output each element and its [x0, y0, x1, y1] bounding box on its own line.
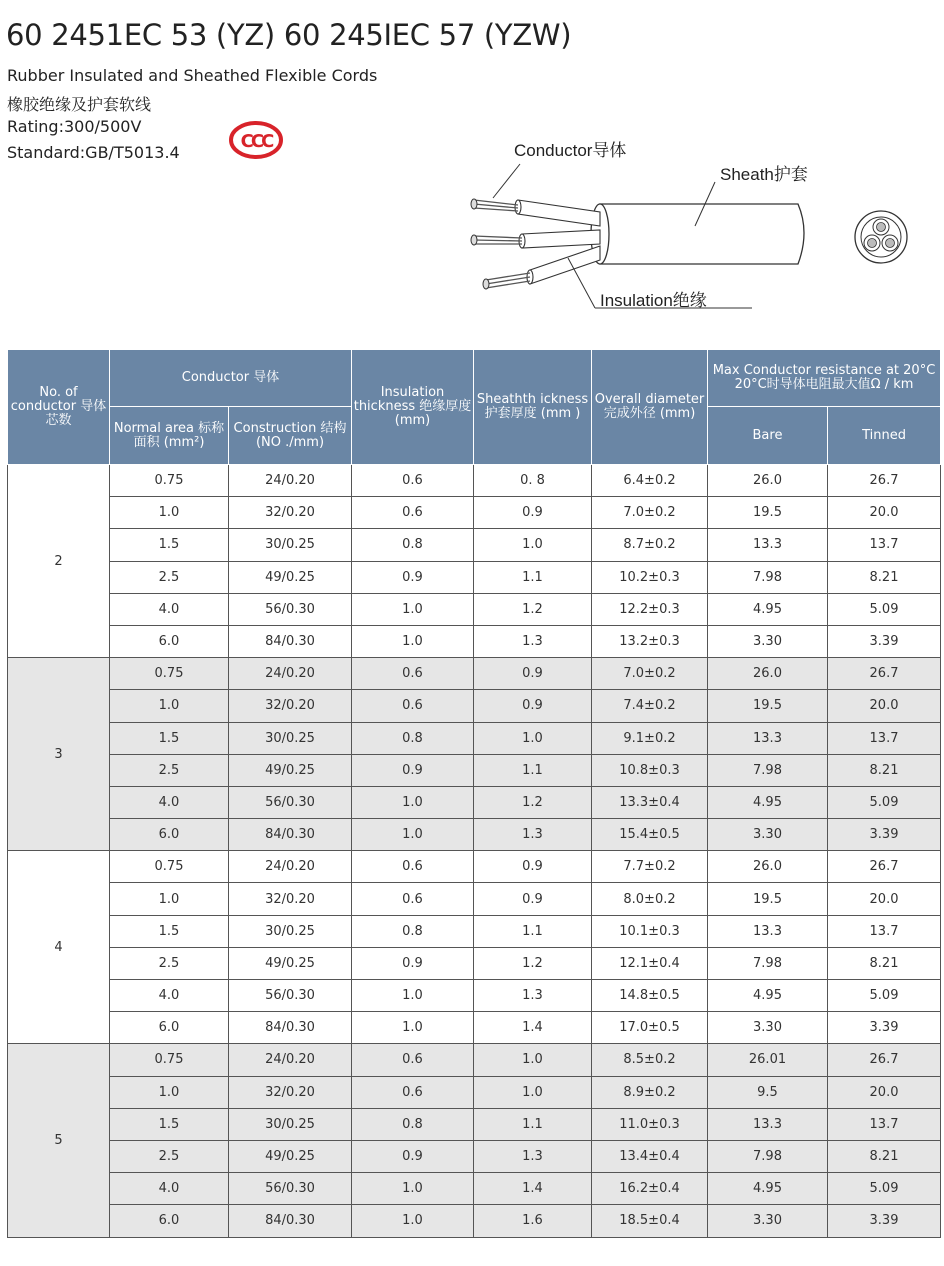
table-cell: 84/0.30	[229, 1012, 352, 1044]
table-cell: 3.39	[828, 625, 941, 657]
table-cell: 6.0	[110, 1012, 229, 1044]
table-cell: 84/0.30	[229, 1205, 352, 1237]
table-cell: 24/0.20	[229, 465, 352, 497]
table-cell: 0.6	[352, 497, 474, 529]
table-cell: 4.0	[110, 1173, 229, 1205]
table-cell: 7.98	[708, 754, 828, 786]
table-cell: 4.95	[708, 786, 828, 818]
header-construction: Construction 结构 (NO ./mm)	[229, 407, 352, 465]
table-row	[8, 1044, 941, 1076]
table-cell: 0.8	[352, 529, 474, 561]
table-row	[8, 819, 941, 851]
table-cell: 13.3	[708, 722, 828, 754]
table-cell: 19.5	[708, 497, 828, 529]
table-row	[8, 947, 941, 979]
table-cell: 1.0	[352, 786, 474, 818]
table-cell: 1.0	[352, 593, 474, 625]
table-row	[8, 1173, 941, 1205]
table-cell: 8.7±0.2	[592, 529, 708, 561]
table-cell: 26.0	[708, 465, 828, 497]
table-header	[8, 350, 941, 465]
table-row	[8, 754, 941, 786]
table-cell: 0.9	[352, 1140, 474, 1172]
table-cell: 1.2	[474, 947, 592, 979]
table-cell: 0.75	[110, 1044, 229, 1076]
table-row	[8, 722, 941, 754]
table-row	[8, 497, 941, 529]
table-cell: 1.4	[474, 1012, 592, 1044]
table-cell: 1.2	[474, 786, 592, 818]
table-cell: 13.2±0.3	[592, 625, 708, 657]
table-cell: 1.5	[110, 722, 229, 754]
table-cell: 8.0±0.2	[592, 883, 708, 915]
table-cell: 1.0	[110, 883, 229, 915]
table-cell: 1.0	[352, 625, 474, 657]
table-group-4-core	[8, 851, 941, 1044]
table-cell: 1.3	[474, 819, 592, 851]
table-cell: 26.7	[828, 1044, 941, 1076]
table-cell: 13.3	[708, 529, 828, 561]
table-cell: 2.5	[110, 947, 229, 979]
table-cell: 5.09	[828, 1173, 941, 1205]
header-max-resistance: Max Conductor resistance at 20°C 20°C时导体电阻最大值Ω / km	[708, 350, 941, 407]
table-cell: 6.0	[110, 1205, 229, 1237]
table-cell: 2.5	[110, 561, 229, 593]
table-cell: 1.0	[352, 980, 474, 1012]
table-cell: 20.0	[828, 690, 941, 722]
table-cell: 1.3	[474, 625, 592, 657]
table-cell: 10.8±0.3	[592, 754, 708, 786]
table-cell: 1.4	[474, 1173, 592, 1205]
table-cell: 0.75	[110, 658, 229, 690]
page-title: 60 2451EC 53 (YZ) 60 245IEC 57 (YZW)	[6, 18, 572, 52]
table-cell: 24/0.20	[229, 658, 352, 690]
table-cell: 1.0	[352, 1012, 474, 1044]
table-cell: 0.8	[352, 915, 474, 947]
table-cell: 13.3	[708, 915, 828, 947]
table-cell: 4.95	[708, 980, 828, 1012]
table-row	[8, 1076, 941, 1108]
table-cell: 1.1	[474, 1108, 592, 1140]
table-row	[8, 529, 941, 561]
table-cell: 6.0	[110, 819, 229, 851]
table-cell: 32/0.20	[229, 690, 352, 722]
table-cell: 8.21	[828, 561, 941, 593]
table-cell: 49/0.25	[229, 1140, 352, 1172]
table-cell: 1.5	[110, 1108, 229, 1140]
table-cell: 26.0	[708, 658, 828, 690]
table-cell: 4.0	[110, 593, 229, 625]
table-cell: 20.0	[828, 1076, 941, 1108]
table-cell: 6.4±0.2	[592, 465, 708, 497]
conductor-count-cell: 5	[8, 1044, 110, 1237]
table-cell: 0.6	[352, 851, 474, 883]
table-cell: 3.39	[828, 1012, 941, 1044]
table-cell: 7.98	[708, 1140, 828, 1172]
table-cell: 4.0	[110, 980, 229, 1012]
header-insulation-thickness: Insulation thickness 绝缘厚度 (mm)	[352, 350, 474, 465]
ccc-logo-text: CCC	[240, 131, 272, 152]
table-cell: 4.0	[110, 786, 229, 818]
table-cell: 1.5	[110, 915, 229, 947]
table-cell: 3.39	[828, 1205, 941, 1237]
header-bare: Bare	[708, 407, 828, 465]
table-row	[8, 1108, 941, 1140]
table-cell: 30/0.25	[229, 529, 352, 561]
table-cell: 8.5±0.2	[592, 1044, 708, 1076]
table-cell: 1.0	[352, 1205, 474, 1237]
table-cell: 12.1±0.4	[592, 947, 708, 979]
table-row	[8, 465, 941, 497]
table-row	[8, 1012, 941, 1044]
table-cell: 11.0±0.3	[592, 1108, 708, 1140]
table-cell: 5.09	[828, 980, 941, 1012]
table-cell: 0.6	[352, 465, 474, 497]
table-cell: 30/0.25	[229, 915, 352, 947]
table-cell: 26.01	[708, 1044, 828, 1076]
table-cell: 3.30	[708, 819, 828, 851]
table-cell: 6.0	[110, 625, 229, 657]
table-cell: 3.30	[708, 625, 828, 657]
table-cell: 2.5	[110, 1140, 229, 1172]
table-cell: 1.0	[474, 529, 592, 561]
conductor-label: Conductor导体	[514, 141, 627, 160]
table-cell: 10.1±0.3	[592, 915, 708, 947]
table-cell: 56/0.30	[229, 593, 352, 625]
table-cell: 13.7	[828, 722, 941, 754]
table-cell: 0.6	[352, 1044, 474, 1076]
table-cell: 0.75	[110, 465, 229, 497]
table-cell: 13.3±0.4	[592, 786, 708, 818]
table-cell: 32/0.20	[229, 1076, 352, 1108]
insulation-label: Insulation绝缘	[600, 291, 707, 310]
header-no-of-conductor: No. of conductor 导体芯数	[8, 350, 110, 465]
table-cell: 3.30	[708, 1205, 828, 1237]
table-cell: 1.2	[474, 593, 592, 625]
table-cell: 16.2±0.4	[592, 1173, 708, 1205]
table-cell: 19.5	[708, 690, 828, 722]
table-cell: 8.21	[828, 947, 941, 979]
table-cell: 26.0	[708, 851, 828, 883]
table-cell: 0.9	[474, 658, 592, 690]
table-cell: 0.6	[352, 690, 474, 722]
table-cell: 1.0	[474, 1076, 592, 1108]
table-group-5-core	[8, 1044, 941, 1237]
table-cell: 49/0.25	[229, 561, 352, 593]
table-cell: 1.5	[110, 529, 229, 561]
table-cell: 0.9	[474, 883, 592, 915]
table-cell: 1.3	[474, 980, 592, 1012]
table-row	[8, 625, 941, 657]
table-cell: 24/0.20	[229, 851, 352, 883]
table-cell: 7.0±0.2	[592, 658, 708, 690]
table-group-2-core	[8, 465, 941, 658]
standard-text: Standard:GB/T5013.4	[7, 143, 180, 162]
header-normal-area: Normal area 标称面积 (mm²)	[110, 407, 229, 465]
subtitle-cn: 橡胶绝缘及护套软线	[7, 95, 152, 114]
table-cell: 30/0.25	[229, 722, 352, 754]
table-row	[8, 851, 941, 883]
table-cell: 0.9	[352, 561, 474, 593]
table-cell: 18.5±0.4	[592, 1205, 708, 1237]
table-cell: 56/0.30	[229, 1173, 352, 1205]
table-cell: 0.6	[352, 1076, 474, 1108]
table-group-3-core	[8, 658, 941, 851]
table-cell: 26.7	[828, 851, 941, 883]
table-cell: 84/0.30	[229, 625, 352, 657]
table-cell: 17.0±0.5	[592, 1012, 708, 1044]
table-cell: 19.5	[708, 883, 828, 915]
table-cell: 5.09	[828, 593, 941, 625]
table-cell: 10.2±0.3	[592, 561, 708, 593]
table-row	[8, 786, 941, 818]
table-cell: 1.1	[474, 915, 592, 947]
conductor-count-cell: 3	[8, 658, 110, 851]
conductor-count-cell: 4	[8, 851, 110, 1044]
ccc-certification-logo	[228, 120, 284, 160]
table-cell: 7.98	[708, 561, 828, 593]
header-tinned: Tinned	[828, 407, 941, 465]
table-cell: 7.0±0.2	[592, 497, 708, 529]
header-overall-diameter: Overall diameter 完成外径 (mm)	[592, 350, 708, 465]
specification-table	[7, 349, 941, 1238]
table-cell: 20.0	[828, 883, 941, 915]
table-cell: 8.21	[828, 1140, 941, 1172]
header-sheath-thickness: Sheathth ickness 护套厚度 (mm )	[474, 350, 592, 465]
table-cell: 0.8	[352, 722, 474, 754]
table-row	[8, 658, 941, 690]
table-cell: 5.09	[828, 786, 941, 818]
table-cell: 1.6	[474, 1205, 592, 1237]
table-cell: 15.4±0.5	[592, 819, 708, 851]
table-cell: 1.0	[352, 1173, 474, 1205]
conductor-count-cell: 2	[8, 465, 110, 658]
table-row	[8, 561, 941, 593]
subtitle-en: Rubber Insulated and Sheathed Flexible Cords	[7, 66, 378, 85]
table-row	[8, 980, 941, 1012]
table-cell: 0.9	[352, 947, 474, 979]
table-cell: 13.7	[828, 529, 941, 561]
table-cell: 0.9	[474, 497, 592, 529]
table-cell: 26.7	[828, 658, 941, 690]
table-cell: 13.4±0.4	[592, 1140, 708, 1172]
table-cell: 0.9	[352, 754, 474, 786]
table-cell: 56/0.30	[229, 786, 352, 818]
table-cell: 0.6	[352, 658, 474, 690]
table-row	[8, 593, 941, 625]
table-row	[8, 1140, 941, 1172]
table-cell: 30/0.25	[229, 1108, 352, 1140]
table-row	[8, 690, 941, 722]
table-cell: 4.95	[708, 1173, 828, 1205]
table-cell: 8.21	[828, 754, 941, 786]
table-row	[8, 883, 941, 915]
table-cell: 0.6	[352, 883, 474, 915]
table-cell: 1.0	[110, 1076, 229, 1108]
table-cell: 12.2±0.3	[592, 593, 708, 625]
table-cell: 13.7	[828, 1108, 941, 1140]
table-cell: 7.7±0.2	[592, 851, 708, 883]
table-cell: 1.0	[474, 722, 592, 754]
table-cell: 20.0	[828, 497, 941, 529]
table-cell: 7.98	[708, 947, 828, 979]
table-cell: 49/0.25	[229, 754, 352, 786]
table-cell: 1.3	[474, 1140, 592, 1172]
header-conductor: Conductor 导体	[110, 350, 352, 407]
table-cell: 13.7	[828, 915, 941, 947]
rating-text: Rating:300/500V	[7, 117, 142, 136]
table-cell: 84/0.30	[229, 819, 352, 851]
table-cell: 1.0	[110, 497, 229, 529]
table-cell: 13.3	[708, 1108, 828, 1140]
table-cell: 3.30	[708, 1012, 828, 1044]
table-cell: 26.7	[828, 465, 941, 497]
table-cell: 0.9	[474, 851, 592, 883]
table-cell: 3.39	[828, 819, 941, 851]
table-cell: 32/0.20	[229, 883, 352, 915]
table-cell: 56/0.30	[229, 980, 352, 1012]
table-cell: 0.8	[352, 1108, 474, 1140]
table-cell: 8.9±0.2	[592, 1076, 708, 1108]
table-cell: 24/0.20	[229, 1044, 352, 1076]
table-cell: 2.5	[110, 754, 229, 786]
table-cell: 7.4±0.2	[592, 690, 708, 722]
table-cell: 4.95	[708, 593, 828, 625]
table-cell: 32/0.20	[229, 497, 352, 529]
table-cell: 9.5	[708, 1076, 828, 1108]
table-cell: 1.0	[352, 819, 474, 851]
sheath-label: Sheath护套	[720, 165, 808, 184]
table-cell: 14.8±0.5	[592, 980, 708, 1012]
table-cell: 1.0	[110, 690, 229, 722]
table-cell: 0.75	[110, 851, 229, 883]
table-cell: 0.9	[474, 690, 592, 722]
table-row	[8, 915, 941, 947]
table-row	[8, 1205, 941, 1237]
table-cell: 1.1	[474, 754, 592, 786]
table-cell: 1.0	[474, 1044, 592, 1076]
table-cell: 9.1±0.2	[592, 722, 708, 754]
table-cell: 49/0.25	[229, 947, 352, 979]
cable-diagram	[460, 130, 940, 320]
table-cell: 0. 8	[474, 465, 592, 497]
table-cell: 1.1	[474, 561, 592, 593]
